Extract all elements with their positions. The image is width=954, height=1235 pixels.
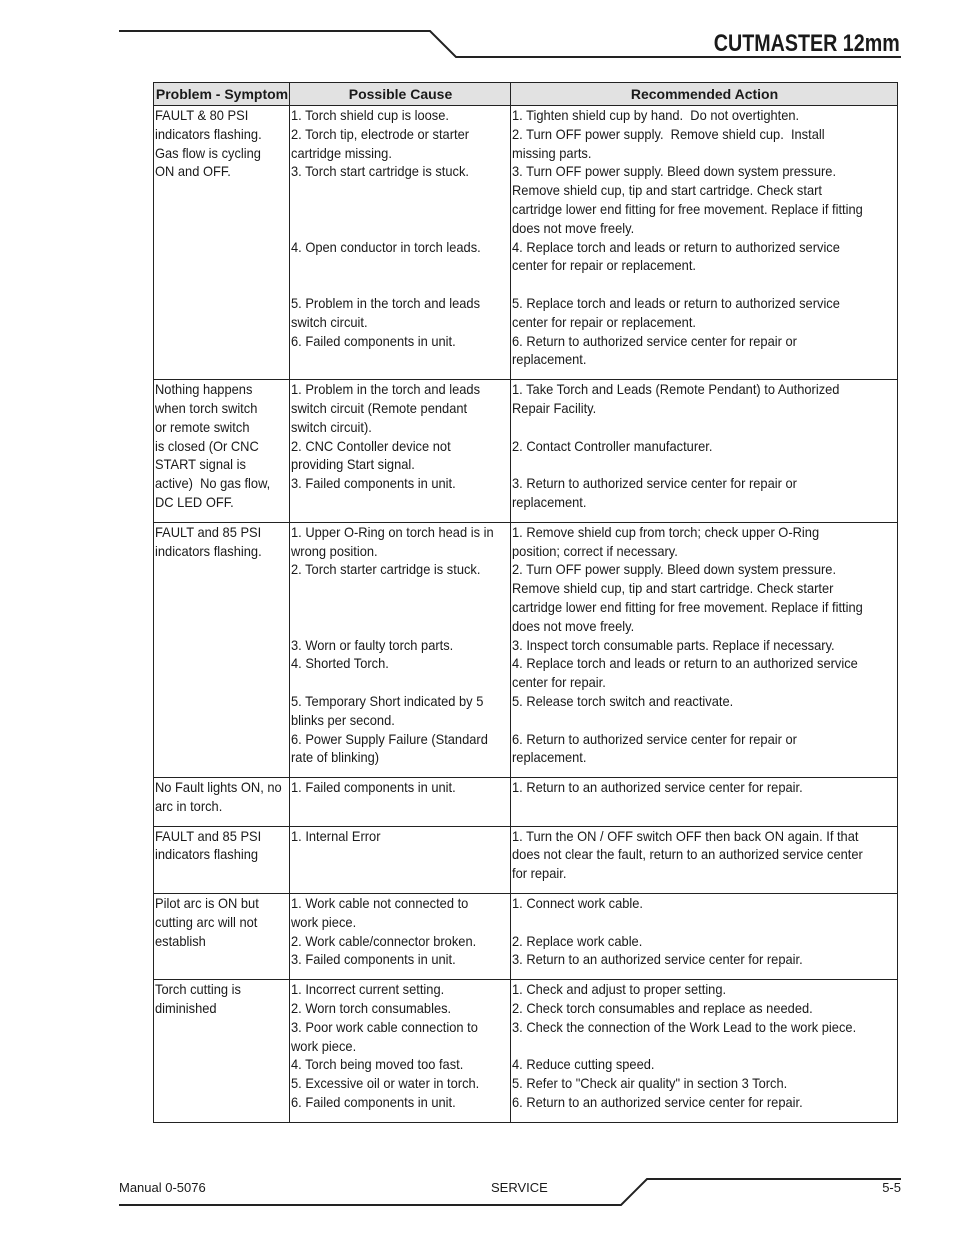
cell-cause (290, 980, 511, 1123)
action-line: 1. Remove shield cup from torch; check upper O-Ring (512, 523, 820, 540)
symptom-line: DC LED OFF. (155, 493, 234, 510)
action-line: Repair Facility. (512, 399, 597, 416)
cell-action (511, 778, 898, 827)
cause-line: 1. Torch shield cup is loose. (291, 107, 449, 123)
cell-cause (290, 894, 511, 980)
action-line: Remove shield cup, tip and start cartridge. Check start (512, 182, 822, 199)
symptom-line: No Fault lights ON, no (155, 779, 282, 796)
table-row (154, 894, 898, 980)
action-line: 1. Turn the ON / OFF switch OFF then back ON again. If that (512, 827, 859, 844)
symptom-line: active) No gas flow, (155, 475, 271, 492)
cause-line: work piece. (291, 913, 357, 930)
action-line: missing parts. (512, 144, 592, 161)
action-line: 1. Check and adjust to proper setting. (512, 981, 727, 998)
action-line: does not clear the fault, return to an authorized service center (512, 846, 863, 863)
manual-number: Manual 0-5076 (119, 1180, 206, 1195)
cell-action (511, 826, 898, 893)
table-row (154, 778, 898, 827)
action-line (512, 455, 895, 474)
cause-line: 1. Internal Error (291, 827, 381, 844)
cause-line: 5. Temporary Short indicated by 5 (291, 692, 484, 709)
action-line (512, 418, 895, 437)
cause-line: switch circuit). (291, 418, 372, 435)
action-line: 1. Return to an authorized service center for repair. (512, 779, 803, 796)
cause-line: switch circuit (Remote pendant (291, 399, 468, 416)
action-line: does not move freely. (512, 219, 635, 236)
cell-cause (290, 522, 511, 777)
action-line: 2. Contact Controller manufacturer. (512, 437, 713, 454)
cause-line (291, 200, 509, 219)
action-line: replacement. (512, 493, 587, 510)
cell-action (511, 894, 898, 980)
cause-line: 4. Torch being moved too fast. (291, 1056, 464, 1073)
column-header-action: Recommended Action (511, 83, 898, 106)
cause-line: 3. Poor work cable connection to (291, 1018, 478, 1035)
cause-line: 2. Worn torch consumables. (291, 1000, 452, 1017)
action-line: 6. Return to authorized service center for repair or (512, 730, 797, 747)
action-line: for repair. (512, 865, 567, 882)
table-row (154, 106, 898, 380)
cell-action (511, 380, 898, 523)
cause-line: 6. Failed components in unit. (291, 332, 456, 349)
symptom-line: establish (155, 932, 206, 949)
action-line: 3. Turn OFF power supply. Bleed down system pressure. (512, 163, 837, 180)
action-line: 5. Replace torch and leads or return to authorized service (512, 294, 840, 311)
cause-line: cartridge missing. (291, 144, 392, 161)
cause-line: 4. Shorted Torch. (291, 655, 389, 672)
cause-line: 1. Problem in the torch and leads (291, 381, 481, 398)
cause-line: 1. Upper O-Ring on torch head is in (291, 523, 494, 540)
action-line: center for repair. (512, 674, 606, 691)
cell-action (511, 980, 898, 1123)
cause-line: work piece. (291, 1037, 357, 1054)
symptom-line: Pilot arc is ON but (155, 895, 259, 912)
cause-line: 2. CNC Contoller device not (291, 437, 451, 454)
cell-symptom (154, 380, 290, 523)
symptom-line: FAULT & 80 PSI (155, 107, 249, 123)
symptom-line: Torch cutting is (155, 981, 241, 998)
table-row (154, 522, 898, 777)
symptom-line: START signal is (155, 456, 246, 473)
action-line: center for repair or replacement. (512, 313, 696, 330)
column-header-cause: Possible Cause (290, 83, 511, 106)
symptom-line: when torch switch (155, 399, 258, 416)
cause-line: 2. Torch tip, electrode or starter (291, 125, 470, 142)
action-line: does not move freely. (512, 617, 635, 634)
cause-line (291, 181, 509, 200)
cause-line: 6. Failed components in unit. (291, 1094, 456, 1111)
cell-cause (290, 778, 511, 827)
symptom-line: Gas flow is cycling (155, 144, 261, 161)
cause-line: 3. Torch start cartridge is stuck. (291, 163, 470, 180)
action-line: 2. Turn OFF power supply. Remove shield cup. Install (512, 125, 825, 142)
cause-line: providing Start signal. (291, 456, 415, 473)
action-line: 2. Check torch consumables and replace as needed. (512, 1000, 813, 1017)
symptom-line: diminished (155, 1000, 217, 1017)
table-header-row (154, 83, 898, 106)
action-line: Remove shield cup, tip and start cartridge. Check starter (512, 580, 834, 597)
cause-line: blinks per second. (291, 711, 395, 728)
action-line (512, 1037, 895, 1056)
symptom-line: FAULT and 85 PSI (155, 523, 262, 540)
action-line: 2. Replace work cable. (512, 932, 643, 949)
action-line: 4. Reduce cutting speed. (512, 1056, 655, 1073)
action-line: 3. Return to an authorized service center for repair. (512, 951, 803, 968)
cell-cause (290, 106, 511, 380)
action-line: 2. Turn OFF power supply. Bleed down system pressure. (512, 561, 837, 578)
action-line: replacement. (512, 351, 587, 368)
cause-line: 1. Work cable not connected to (291, 895, 469, 912)
action-line: 5. Release torch switch and reactivate. (512, 692, 734, 709)
action-line: 1. Tighten shield cup by hand. Do not overtighten. (512, 107, 800, 123)
action-line: position; correct if necessary. (512, 542, 678, 559)
action-line: 5. Refer to "Check air quality" in section 3 Torch. (512, 1075, 788, 1092)
cause-line (291, 617, 509, 636)
cause-line (291, 256, 509, 275)
cell-symptom (154, 106, 290, 380)
cause-line: wrong position. (291, 542, 378, 559)
page-number: 5-5 (882, 1180, 901, 1195)
column-header-symptom: Problem - Symptom (154, 83, 290, 106)
action-line: cartridge lower end fitting for free movement. Replace if fitting (512, 200, 863, 217)
action-line: 4. Replace torch and leads or return to an authorized service (512, 655, 858, 672)
symptom-line: arc in torch. (155, 797, 223, 814)
cause-line: 5. Problem in the torch and leads (291, 294, 481, 311)
action-line: 1. Connect work cable. (512, 895, 644, 912)
action-line: cartridge lower end fitting for free movement. Replace if fitting (512, 598, 863, 615)
cause-line: 5. Excessive oil or water in torch. (291, 1075, 480, 1092)
symptom-line: indicators flashing (155, 846, 259, 863)
cell-action (511, 106, 898, 380)
table-row (154, 380, 898, 523)
symptom-line: cutting arc will not (155, 913, 258, 930)
cause-line (291, 579, 509, 598)
action-line: 3. Check the connection of the Work Lead to the work piece. (512, 1018, 857, 1035)
cause-line: 3. Worn or faulty torch parts. (291, 636, 454, 653)
cause-line: 2. Torch starter cartridge is stuck. (291, 561, 481, 578)
cause-line: rate of blinking) (291, 749, 380, 766)
cell-symptom (154, 522, 290, 777)
action-line: 4. Replace torch and leads or return to authorized service (512, 238, 840, 255)
cause-line: 1. Incorrect current setting. (291, 981, 445, 998)
cell-symptom (154, 778, 290, 827)
cause-line (291, 219, 509, 238)
cell-action (511, 522, 898, 777)
action-line: 6. Return to authorized service center for repair or (512, 332, 797, 349)
cause-line: 1. Failed components in unit. (291, 779, 456, 796)
action-line: 3. Inspect torch consumable parts. Replace if necessary. (512, 636, 835, 653)
table-row (154, 826, 898, 893)
symptom-line: FAULT and 85 PSI (155, 827, 262, 844)
cell-cause (290, 826, 511, 893)
cause-line: 2. Work cable/connector broken. (291, 932, 477, 949)
cell-symptom (154, 826, 290, 893)
troubleshooting-table (153, 82, 898, 1123)
cause-line: switch circuit. (291, 313, 368, 330)
cell-symptom (154, 894, 290, 980)
cell-cause (290, 380, 511, 523)
action-line: 6. Return to an authorized service center for repair. (512, 1094, 803, 1111)
section-name: SERVICE (491, 1180, 548, 1195)
action-line: center for repair or replacement. (512, 257, 696, 274)
symptom-line: indicators flashing. (155, 542, 262, 559)
page-title: CUTMASTER 12mm (714, 30, 900, 57)
symptom-line: Nothing happens (155, 381, 253, 398)
action-line: replacement. (512, 749, 587, 766)
table-row (154, 980, 898, 1123)
cause-line (291, 598, 509, 617)
action-line: 1. Take Torch and Leads (Remote Pendant) to Authorized (512, 381, 840, 398)
cause-line: 6. Power Supply Failure (Standard (291, 730, 488, 747)
cause-line (291, 673, 509, 692)
symptom-line: is closed (Or CNC (155, 437, 259, 454)
cause-line (291, 275, 509, 294)
cell-symptom (154, 980, 290, 1123)
action-line (512, 913, 895, 932)
cause-line: 4. Open conductor in torch leads. (291, 238, 481, 255)
action-line (512, 711, 895, 730)
action-line: 3. Return to authorized service center for repair or (512, 475, 797, 492)
symptom-line: indicators flashing. (155, 125, 262, 142)
action-line (512, 275, 895, 294)
symptom-line: or remote switch (155, 418, 250, 435)
cause-line: 3. Failed components in unit. (291, 951, 456, 968)
symptom-line: ON and OFF. (155, 163, 231, 180)
cause-line: 3. Failed components in unit. (291, 475, 456, 492)
